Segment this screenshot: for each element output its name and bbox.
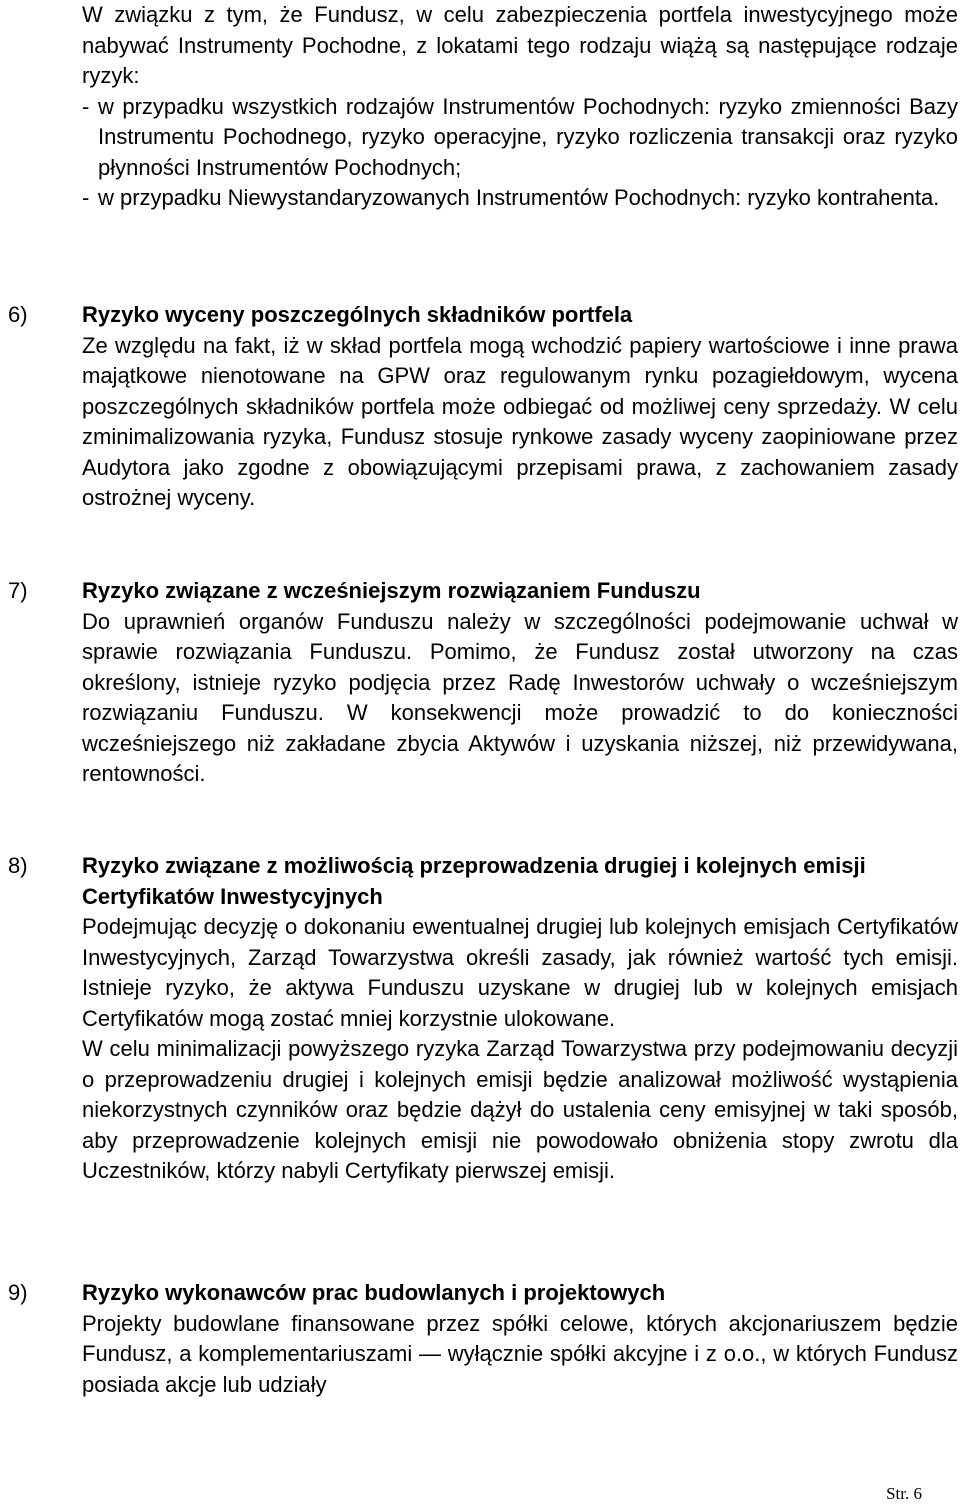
section-paragraph: Do uprawnień organów Funduszu należy w szczególności podejmowanie uchwał w sprawie rozwiązania Funduszu. Pomimo, że Fundusz został utworzony na czas określony, istnieje ryzyko podjęcia przez Radę Inwestorów uchwały o wcześniejszym rozwiązaniu Funduszu. W konsekwencji może prowadzić to do konieczności wcześniejszego niż zakładane zbycia Aktywów i uzyskania niższej, niż przewidywana, rentowności. xyxy=(82,608,958,786)
section-8 xyxy=(0,851,958,1187)
section-7 xyxy=(0,576,958,790)
section-heading: Ryzyko związane z wcześniejszym rozwiązaniem Funduszu xyxy=(82,578,701,603)
section-number: 9) xyxy=(8,1280,28,1305)
page-number: Str. 6 xyxy=(886,1484,922,1503)
list-item xyxy=(82,92,958,184)
list-item-text: w przypadku wszystkich rodzajów Instrumentów Pochodnych: ryzyko zmienności Bazy Instrumentu Pochodnego, ryzyko operacyjne, ryzyko rozliczenia transakcji oraz ryzyko płynności Instrumentów Pochodnych; xyxy=(98,93,958,180)
intro-paragraph: W związku z tym, że Fundusz, w celu zabezpieczenia portfela inwestycyjnego może nabywać Instrumenty Pochodne, z lokatami tego rodzaju wiążą są następujące rodzaje ryzyk: xyxy=(82,2,958,88)
section-heading: Ryzyko wyceny poszczególnych składników portfela xyxy=(82,302,633,327)
dash-marker: - xyxy=(82,185,90,210)
intro-block xyxy=(82,0,958,214)
section-number: 6) xyxy=(8,302,28,327)
section-heading: Ryzyko wykonawców prac budowlanych i projektowych xyxy=(82,1280,666,1305)
section-paragraph: W celu minimalizacji powyższego ryzyka Zarząd Towarzystwa przy podejmowaniu decyzji o przeprowadzeniu drugiej i kolejnych emisji będzie analizował możliwość wystąpienia niekorzystnych czynników oraz będzie dążył do ustalenia ceny emisyjnej w taki sposób, aby przeprowadzenie kolejnych emisji nie powodowało obniżenia stopy zwrotu dla Uczestników, którzy nabyli Certyfikaty pierwszej emisji. xyxy=(82,1036,958,1183)
list-item-text: w przypadku Niewystandaryzowanych Instrumentów Pochodnych: ryzyko kontrahenta. xyxy=(98,185,940,210)
section-paragraph: Ze względu na fakt, iż w skład portfela mogą wchodzić papiery wartościowe i inne prawa majątkowe nienotowane na GPW oraz regulowanym rynku pozagiełdowym, wycena poszczególnych składników portfela może odbiegać od możliwej ceny sprzedaży. W celu zminimalizowania ryzyka, Fundusz stosuje rynkowe zasady wyceny zaopiniowane przez Audytora jako zgodne z obowiązującymi przepisami prawa, z zachowaniem zasady ostrożnej wyceny. xyxy=(82,332,958,510)
section-number: 7) xyxy=(8,578,28,603)
list-item xyxy=(82,183,958,214)
section-paragraph: Projekty budowlane finansowane przez spółki celowe, których akcjonariuszem będzie Fundusz, a komplementariuszami — wyłącznie spółki akcyjne i z o.o., w których Fundusz posiada akcje lub udziały xyxy=(82,1310,958,1397)
section-number: 8) xyxy=(8,853,28,878)
section-paragraph: Podejmując decyzję o dokonaniu ewentualnej drugiej lub kolejnych emisjach Certyfikatów Inwestycyjnych, Zarząd Towarzystwa określi zasady, jak również wartość tych emisji. Istnieje ryzyko, że aktywa Funduszu uzyskane w drugiej lub w kolejnych emisjach Certyfikatów mogą zostać mniej korzystnie ulokowane. xyxy=(82,914,958,1031)
section-6 xyxy=(0,300,958,514)
section-heading: Ryzyko związane z możliwością przeprowadzenia drugiej i kolejnych emisji Certyfikatów Inwestycyjnych xyxy=(82,853,866,909)
section-9 xyxy=(0,1278,958,1400)
dash-marker: - xyxy=(82,93,90,119)
